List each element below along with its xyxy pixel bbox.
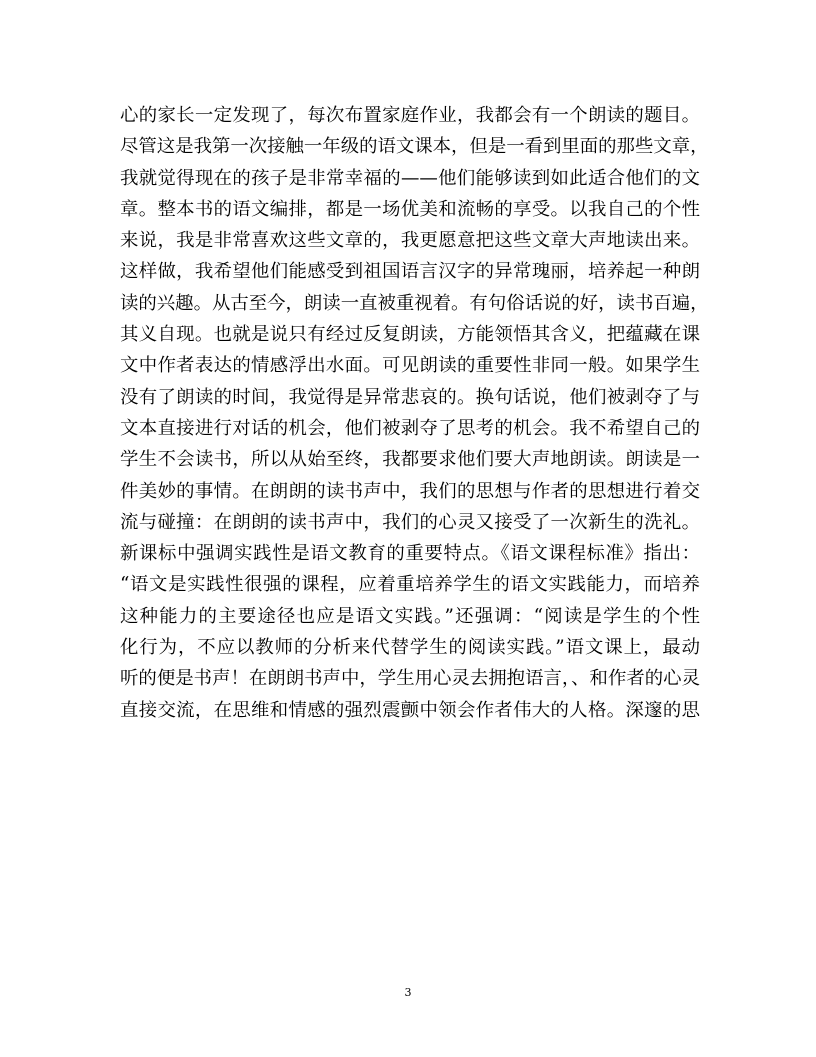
text-line: “语文是实践性很强的课程，应着重培养学生的语文实践能力，而培养 (120, 574, 700, 596)
text-line: 流与碰撞：在朗朗的读书声中，我们的心灵又接受了一次新生的洗礼。 (120, 511, 700, 533)
text-line: 这样做，我希望他们能感受到祖国语言汉字的异常瑰丽，培养起一种朗 (120, 261, 700, 283)
text-line: 心的家长一定发现了，每次布置家庭作业，我都会有一个朗读的题目。 (120, 105, 700, 126)
text-line: 章。整本书的语文编排，都是一场优美和流畅的享受。以我自己的个性 (120, 198, 700, 220)
text-line: 文中作者表达的情感浮出水面。可见朗读的重要性非同一般。如果学生 (120, 355, 700, 377)
text-line: 没有了朗读的时间，我觉得是异常悲哀的。换句话说，他们被剥夺了与 (120, 386, 700, 408)
text-line: 化行为，不应以教师的分析来代替学生的阅读实践。”语文课上，最动 (120, 637, 700, 659)
page-number: 3 (404, 986, 412, 999)
text-line: 听的便是书声！在朗朗书声中，学生用心灵去拥抱语言，、和作者的心灵 (120, 668, 700, 690)
text-line: 来说，我是非常喜欢这些文章的，我更愿意把这些文章大声地读出来。 (120, 230, 700, 252)
text-line: 件美妙的事情。在朗朗的读书声中，我们的思想与作者的思想进行着交 (120, 480, 700, 502)
text-line: 我就觉得现在的孩子是非常幸福的——他们能够读到如此适合他们的文 (120, 167, 700, 189)
text-line: 尽管这是我第一次接触一年级的语文课本，但是一看到里面的那些文章， (120, 136, 709, 158)
body-text (120, 100, 709, 726)
text-line: 文本直接进行对话的机会，他们被剥夺了思考的机会。我不希望自己的 (120, 417, 700, 439)
text-line: 这种能力的主要途径也应是语文实践。”还强调：“阅读是学生的个性 (120, 605, 700, 627)
text-line: 其义自现。也就是说只有经过反复朗读，方能领悟其含义，把蕴藏在课 (120, 324, 700, 346)
text-line: 新课标中强调实践性是语文教育的重要特点。《语文课程标准》指出： (120, 543, 700, 565)
text-line: 直接交流，在思维和情感的强烈震颤中领会作者伟大的人格。深邃的思 (120, 699, 700, 721)
text-line: 学生不会读书，所以从始至终，我都要求他们要大声地朗读。朗读是一 (120, 449, 700, 471)
text-line: 读的兴趣。从古至今，朗读一直被重视着。有句俗话说的好，读书百遍， (120, 292, 709, 314)
